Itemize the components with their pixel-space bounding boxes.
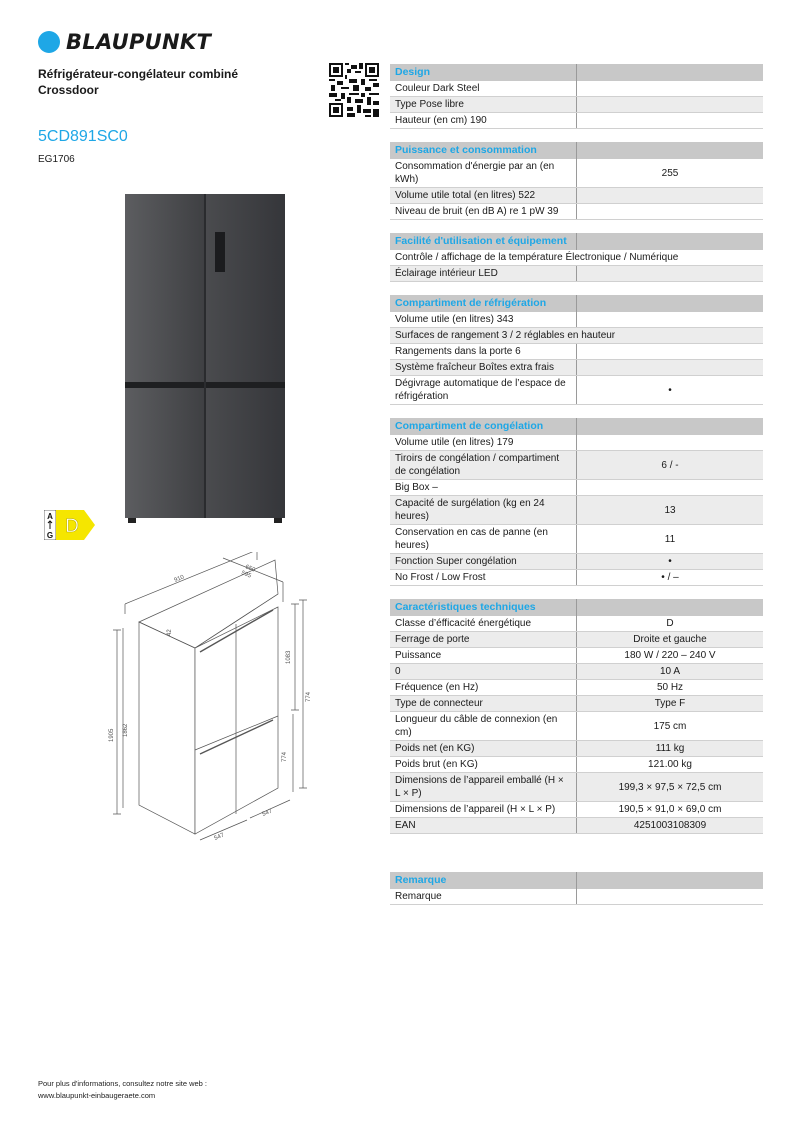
table-row xyxy=(390,204,763,220)
spec-label: Type Pose libre xyxy=(390,97,577,112)
section-power-consumption xyxy=(390,142,763,220)
section-title: Compartiment de congélation xyxy=(390,418,577,435)
section-header xyxy=(390,418,763,435)
spec-value xyxy=(577,312,763,327)
spec-value: 10 A xyxy=(659,666,681,677)
energy-scale-top: A xyxy=(47,512,53,521)
spec-value: 199,3 × 97,5 × 72,5 cm xyxy=(618,781,722,793)
section-freezer-compartment xyxy=(390,418,763,586)
spec-label: Conservation en cas de panne (en heures) xyxy=(390,525,577,553)
spec-value xyxy=(577,360,763,375)
table-row xyxy=(390,496,763,525)
spec-value: 180 W / 220 – 240 V xyxy=(624,650,716,661)
section-title: Facilité d'utilisation et équipement xyxy=(390,233,577,250)
section-title: Caractéristiques techniques xyxy=(390,599,577,616)
section-technical-specs xyxy=(390,599,763,834)
svg-text:547: 547 xyxy=(213,832,226,842)
spec-value xyxy=(577,344,763,359)
table-row xyxy=(390,480,763,496)
section-header xyxy=(390,233,763,250)
spec-value: 111 kg xyxy=(655,743,685,754)
spec-label: Dimensions de l’appareil (H × L × P) xyxy=(390,802,577,817)
energy-class-label xyxy=(44,510,96,540)
section-header xyxy=(390,872,763,889)
spec-value: 11 xyxy=(664,533,676,545)
product-reference: EG1706 xyxy=(38,154,75,165)
table-row xyxy=(390,757,763,773)
spec-value xyxy=(577,480,763,495)
table-row xyxy=(390,802,763,818)
table-row xyxy=(390,360,763,376)
table-row xyxy=(390,696,763,712)
table-row xyxy=(390,773,763,802)
spec-label: Hauteur (en cm) 190 xyxy=(390,113,577,128)
spec-label: Remarque xyxy=(390,889,577,904)
spec-value: 255 xyxy=(661,167,679,179)
spec-value xyxy=(577,889,763,904)
qr-code-icon xyxy=(329,63,379,117)
spec-label: Poids net (en KG) xyxy=(390,741,577,756)
table-row xyxy=(390,680,763,696)
svg-text:1905: 1905 xyxy=(109,728,115,742)
section-title: Compartiment de réfrigération xyxy=(390,295,577,312)
svg-text:1862: 1862 xyxy=(123,723,129,737)
spec-label: Rangements dans la porte 6 xyxy=(390,344,577,359)
product-title: Réfrigérateur-congélateur combiné Crossdoor xyxy=(38,67,239,97)
table-row xyxy=(390,188,763,204)
table-row xyxy=(390,250,763,266)
section-remarks xyxy=(390,872,763,905)
table-row xyxy=(390,632,763,648)
spec-label: Ferrage de porte xyxy=(390,632,577,647)
spec-value xyxy=(577,435,763,450)
table-row xyxy=(390,81,763,97)
section-title: Puissance et consommation xyxy=(390,142,577,159)
table-row xyxy=(390,97,763,113)
spec-label: Fonction Super congélation xyxy=(390,554,577,569)
spec-value: 50 Hz xyxy=(656,682,684,693)
spec-label: Système fraîcheur Boîtes extra frais xyxy=(390,360,577,375)
svg-text:774: 774 xyxy=(306,691,312,702)
brand-name: BLAUPUNKT xyxy=(66,30,212,54)
spec-label: Niveau de bruit (en dB A) re 1 pW 39 xyxy=(390,204,577,219)
model-number: 5CD891SC0 xyxy=(38,128,128,145)
spec-label: Fréquence (en Hz) xyxy=(390,680,577,695)
section-header xyxy=(390,295,763,312)
table-row xyxy=(390,451,763,480)
spec-label: Volume utile (en litres) 179 xyxy=(390,435,577,450)
spec-label: Dégivrage automatique de l’espace de réfrigération xyxy=(390,376,577,404)
spec-label: Couleur Dark Steel xyxy=(390,81,577,96)
spec-label: Volume utile total (en litres) 522 xyxy=(390,188,577,203)
table-row xyxy=(390,712,763,741)
spec-tables xyxy=(390,64,763,918)
dimension-drawing xyxy=(105,552,315,848)
spec-value xyxy=(577,97,763,112)
spec-label: Classe d’éfficacité énergétique xyxy=(390,616,577,631)
footer-website-link[interactable]: www.blaupunkt-einbaugeraete.com xyxy=(38,1091,156,1100)
table-row xyxy=(390,328,763,344)
table-row xyxy=(390,889,763,905)
spec-value: Type F xyxy=(654,698,686,709)
table-row xyxy=(390,376,763,405)
table-row xyxy=(390,570,763,586)
table-row xyxy=(390,113,763,129)
spec-label: EAN xyxy=(390,818,577,833)
table-row xyxy=(390,818,763,834)
spec-value xyxy=(577,188,763,203)
brand-logo xyxy=(38,30,211,54)
spec-label: Surfaces de rangement 3 / 2 réglables en hauteur xyxy=(395,330,616,341)
table-row xyxy=(390,159,763,188)
section-design xyxy=(390,64,763,129)
spec-label: Big Box – xyxy=(390,480,577,495)
section-fridge-compartment xyxy=(390,295,763,405)
section-header xyxy=(390,142,763,159)
footer-info-text: Pour plus d'informations, consultez notre site web : xyxy=(38,1079,208,1088)
table-row xyxy=(390,266,763,282)
product-image-fridge xyxy=(125,194,285,524)
spec-label: Volume utile (en litres) 343 xyxy=(390,312,577,327)
table-row xyxy=(390,554,763,570)
table-row xyxy=(390,435,763,451)
svg-text:42: 42 xyxy=(167,629,173,636)
spec-value xyxy=(577,204,763,219)
svg-text:595: 595 xyxy=(240,570,252,580)
spec-label: Poids brut (en KG) xyxy=(390,757,577,772)
section-title: Remarque xyxy=(390,872,577,889)
spec-label: Tiroirs de congélation / compartiment de congélation xyxy=(390,451,577,479)
spec-value xyxy=(577,81,763,96)
spec-label: Consommation d'énergie par an (en kWh) xyxy=(390,159,577,187)
spec-label: Capacité de surgélation (kg en 24 heures) xyxy=(390,496,577,524)
spec-value xyxy=(577,113,763,128)
spec-label: Puissance xyxy=(390,648,577,663)
section-header xyxy=(390,64,763,81)
spec-value: D xyxy=(666,618,674,629)
spec-value: 190,5 × 91,0 × 69,0 cm xyxy=(618,804,722,815)
svg-text:774: 774 xyxy=(282,751,288,762)
table-row xyxy=(390,664,763,680)
spec-label: No Frost / Low Frost xyxy=(390,570,577,585)
spec-label: Éclairage intérieur LED xyxy=(390,266,577,281)
energy-class-value: D xyxy=(65,516,79,537)
spec-value: 121.00 kg xyxy=(648,759,692,770)
section-title: Design xyxy=(390,64,577,81)
table-row xyxy=(390,616,763,632)
spec-value: • / – xyxy=(661,572,679,583)
spec-value: Droite et gauche xyxy=(633,634,707,645)
svg-text:650: 650 xyxy=(244,564,256,574)
table-row xyxy=(390,344,763,360)
spec-value: 175 cm xyxy=(653,720,687,732)
table-row xyxy=(390,741,763,757)
svg-text:547: 547 xyxy=(261,808,274,818)
spec-value: 6 / - xyxy=(661,459,679,471)
spec-value: 4251003108309 xyxy=(633,820,707,831)
energy-scale-bottom: G xyxy=(46,531,54,540)
spec-label: Type de connecteur xyxy=(390,696,577,711)
svg-text:910: 910 xyxy=(173,574,186,584)
section-ease-of-use xyxy=(390,233,763,282)
logo-dot-icon xyxy=(38,31,60,53)
footer xyxy=(38,1078,207,1102)
svg-text:1083: 1083 xyxy=(286,650,292,664)
spec-label: 0 xyxy=(390,664,577,679)
spec-label: Dimensions de l’appareil emballé (H × L × P) xyxy=(390,773,577,801)
section-header xyxy=(390,599,763,616)
spec-value xyxy=(577,266,763,281)
table-row xyxy=(390,525,763,554)
table-row xyxy=(390,648,763,664)
spec-value: 13 xyxy=(664,504,676,516)
spec-label: Contrôle / affichage de la température Électronique / Numérique xyxy=(395,252,679,263)
spec-label: Longueur du câble de connexion (en cm) xyxy=(390,712,577,740)
table-row xyxy=(390,312,763,328)
spec-value: • xyxy=(668,384,672,396)
spec-value: • xyxy=(668,556,672,567)
